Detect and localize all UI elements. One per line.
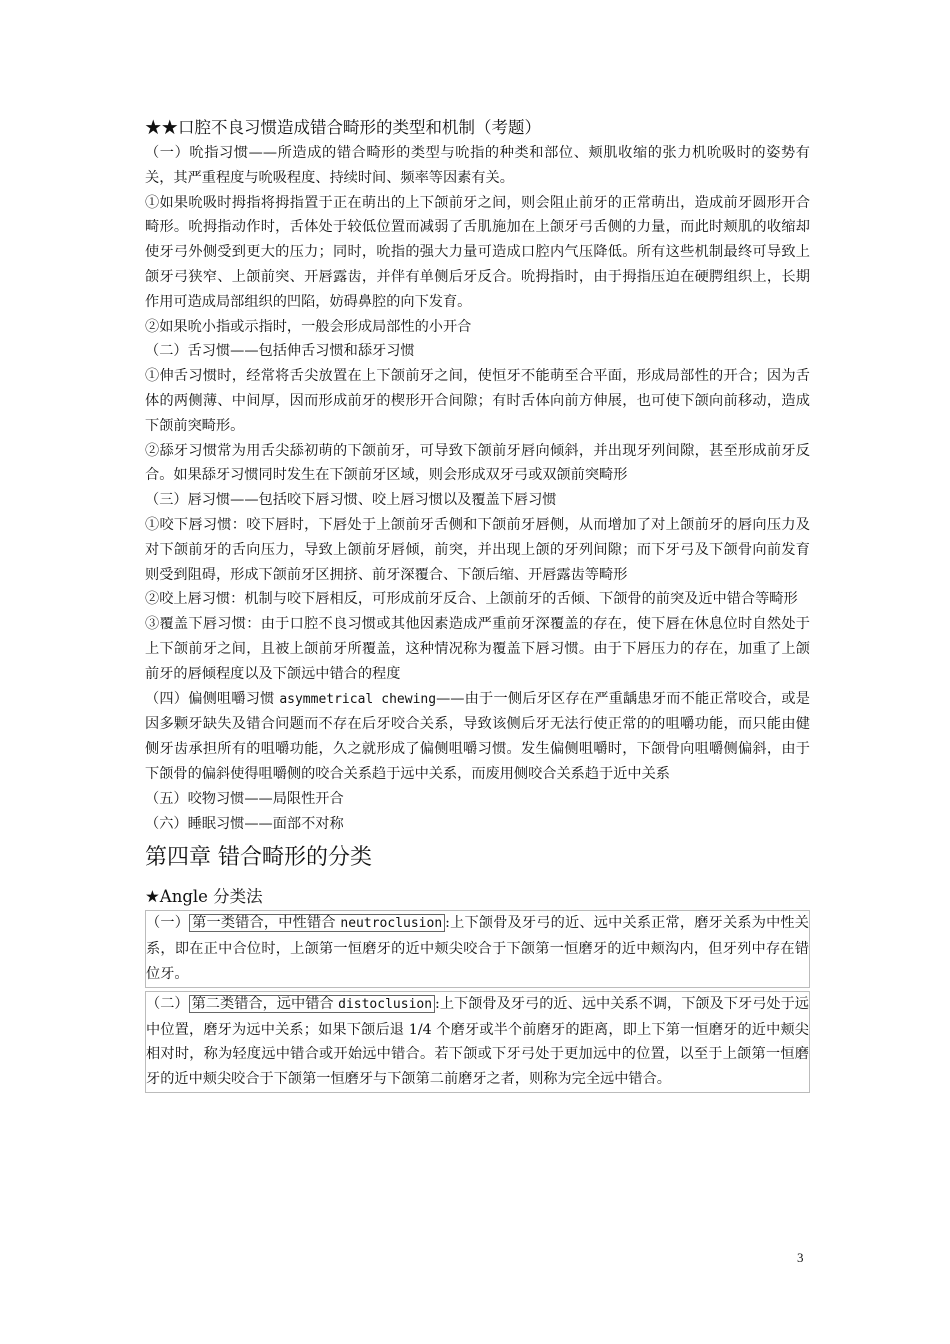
class2-boxed-term: [189, 995, 435, 1013]
class2-term: distoclusion: [338, 996, 433, 1012]
class1-boxed-term: [189, 914, 445, 932]
paragraph-lower-lip-biting: ①咬下唇习惯：咬下唇时，下唇处于上颌前牙舌侧和下颌前牙唇侧，从而增加了对上颌前牙的唇向压力及对下颌前牙的舌向压力，导致上颌前牙唇倾，前突，并出现上颌的牙列间隙；而下牙弓及下颌骨向前发育则受到阻碍，形成下颌前牙区拥挤、前牙深覆合、下颌后缩、开唇露齿等畸形: [145, 516, 810, 583]
page-number: 3: [797, 1250, 804, 1265]
paragraph-object-biting: （五）咬物习惯——局限性开合: [145, 790, 344, 807]
angle-heading: ★Angle 分类法: [145, 887, 263, 907]
class1-paragraph: [145, 910, 810, 987]
paragraph-thumb-mechanism: ①如果吮吸时拇指将拇指置于正在萌出的上下颌前牙之间，则会阻止前牙的正常萌出，造成前牙圆形开合畸形。吮拇指动作时，舌体处于较低位置而减弱了舌肌施加在上颌牙弓舌侧的力量，而此时颊肌的收缩却使牙弓外侧受到更大的压力；同时，吮指的强大力量可造成口腔内气压降低。所有这些机制最终可导致上颌牙弓狭窄、上颌前突、开唇露齿，并伴有单侧后牙反合。吮拇指时，由于拇指压迫在硬腭组织上，长期作用可造成局部组织的凹陷，妨碍鼻腔的向下发育。: [145, 194, 810, 310]
asym-term: asymmetrical chewing: [279, 691, 437, 707]
asym-rest: ——由于一侧后牙区存在严重龋患牙而不能正常咬合，或是因多颗牙缺失及错合问题而不存在后牙咬合关系，导致该侧后牙无法行使正常的的咀嚼功能，而只能由健侧牙齿承担所有的咀嚼功能，久之就形成了偏侧咀嚼习惯。发生偏侧咀嚼时，下颌骨向咀嚼侧偏斜，由于下颌骨的偏斜使得咀嚼侧的咬合关系趋于远中关系，而废用侧咬合关系趋于近中关系: [145, 690, 810, 782]
class1-prefix: （一）: [146, 915, 190, 932]
class2-paragraph: [145, 991, 810, 1093]
paragraph-sleeping-habit: （六）睡眠习惯——面部不对称: [145, 815, 344, 832]
class1-rest: :上下颌骨及牙弓的近、远中关系正常，磨牙关系为中性关系，即在正中合位时，上颌第一恒磨牙的近中颊尖咬合于下颌第一恒磨牙的近中颊沟内，但牙列中存在错位牙。: [146, 915, 809, 982]
class2-boxed-label: 第二类错合，远中错合: [191, 995, 339, 1012]
paragraph-lip-habit: （三）唇习惯——包括咬下唇习惯、咬上唇习惯以及覆盖下唇习惯: [145, 492, 557, 509]
paragraph-lip-covering: ③覆盖下唇习惯：由于口腔不良习惯或其他因素造成严重前牙深覆盖的存在，使下唇在休息位时自然处于上下颌前牙之间，且被上颌前牙所覆盖，这种情况称为覆盖下唇习惯。由于下唇压力的存在，加重了上颌前牙的唇倾程度以及下颌远中错合的程度: [145, 616, 810, 682]
paragraph-tooth-licking: ②舔牙习惯常为用舌尖舔初萌的下颌前牙，可导致下颌前牙唇向倾斜，并出现牙列间隙，甚至形成前牙反合。如果舔牙习惯同时发生在下颌前牙区域，则会形成双牙弓或双颌前突畸形: [145, 442, 810, 484]
asym-prefix: （四）偏侧咀嚼习惯: [145, 690, 280, 707]
paragraph-thumb-sucking: （一）吮指习惯——所造成的错合畸形的类型与吮指的种类和部位、颊肌收缩的张力机吮吸时的姿势有关，其严重程度与吮吸程度、持续时间、频率等因素有关。: [145, 145, 810, 186]
paragraph-tongue-thrust: ①伸舌习惯时，经常将舌尖放置在上下颌前牙之间，使恒牙不能萌至合平面，形成局部性的开合；因为舌体的两侧薄、中间厚，因而形成前牙的楔形开合间隙；有时舌体向前方伸展，也可使下颌向前移动，造成下颌前突畸形。: [145, 368, 810, 434]
class1-term: neutroclusion: [340, 916, 443, 932]
class2-rest: :上下颌骨及牙弓的近、远中关系不调，下颌及下牙弓处于远中位置，磨牙为远中关系；如果下颌后退 1/4 个磨牙或半个前磨牙的距离，即上下第一恒磨牙的近中颊尖相对时，称为轻度远中错合或开始远中错合。若下颌或下牙弓处于更加远中的位置，以至于上颌第一恒磨牙的近中颊尖咬合于下颌第一恒磨牙与下颌第二前磨牙之者，则称为完全远中错合。: [146, 995, 809, 1088]
class2-prefix: （二）: [146, 995, 189, 1012]
class1-boxed-label: 第一类错合，中性错合: [192, 915, 341, 932]
paragraph-upper-lip-biting: ②咬上唇习惯：机制与咬下唇相反，可形成前牙反合、上颌前牙的舌倾、下颌骨的前突及近中错合等畸形: [145, 591, 798, 608]
chapter-title: 第四章 错合畸形的分类: [145, 845, 372, 871]
paragraph-little-finger: ②如果吮小指或示指时，一般会形成局部性的小开合: [145, 318, 472, 335]
paragraph-asymmetrical-chewing: [145, 687, 810, 787]
paragraph-tongue-habit: （二）舌习惯——包括伸舌习惯和舔牙习惯: [145, 343, 415, 360]
section-heading: ★★口腔不良习惯造成错合畸形的类型和机制（考题）: [145, 118, 541, 137]
document-page: [145, 115, 810, 1093]
